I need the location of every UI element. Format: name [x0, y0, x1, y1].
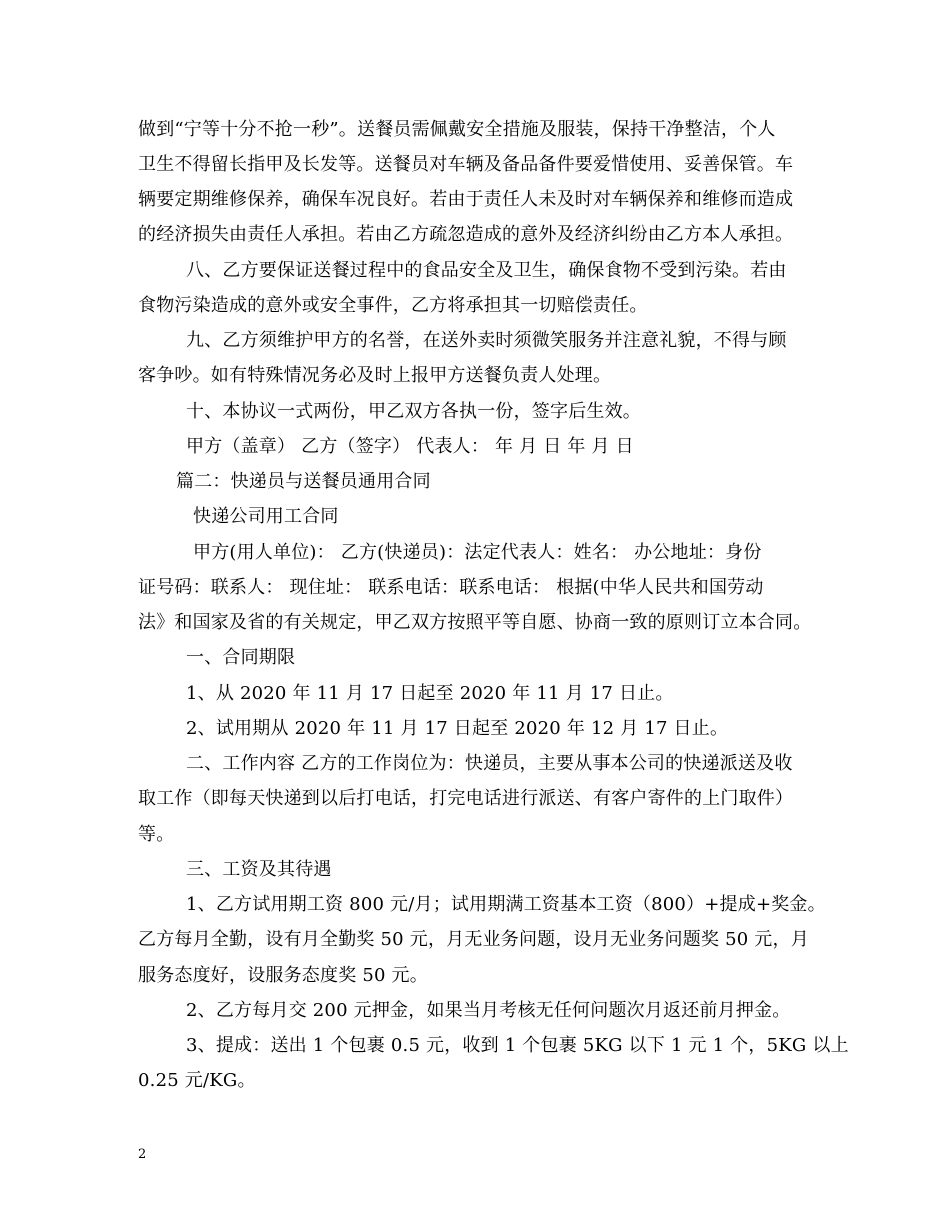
text-line: 2、试用期从 2020 年 11 月 17 日起至 2020 年 12 月 17 日止。: [186, 718, 729, 739]
text-line: 甲方（盖章） 乙方（签字） 代表人： 年 月 日 年 月 日: [186, 436, 634, 457]
section-heading: 篇二：快递员与送餐员通用合同: [176, 471, 431, 492]
text-line: 九、乙方须维护甲方的名誉，在送外卖时须微笑服务并注意礼貌，不得与顾: [186, 330, 787, 351]
clause-heading: 三、工资及其待遇: [186, 859, 332, 880]
clause-heading: 一、合同期限: [186, 647, 296, 668]
text-line: 取工作（即每天快递到以后打电话，打完电话进行派送、有客户寄件的上门取件）: [138, 788, 794, 809]
text-line: 服务态度好，设服务态度奖 50 元。: [138, 965, 428, 986]
text-line: 的经济损失由责任人承担。若由乙方疏忽造成的意外及经济纠纷由乙方本人承担。: [138, 224, 794, 245]
text-line: 十、本协议一式两份，甲乙双方各执一份，签字后生效。: [186, 401, 641, 422]
text-line: 等。: [138, 824, 175, 845]
text-line: 3、提成：送出 1 个包裹 0.5 元，收到 1 个包裹 5KG 以下 1 元 1 个，5KG 以上: [186, 1035, 849, 1056]
text-line: 辆要定期维修保养，确保车况良好。若由于责任人未及时对车辆保养和维修而造成: [138, 189, 794, 210]
text-line: 二、工作内容 乙方的工作岗位为：快递员，主要从事本公司的快递派送及收: [186, 753, 793, 774]
text-line: 法》和国家及省的有关规定，甲乙双方按照平等自愿、协商一致的原则订立本合同。: [138, 612, 812, 633]
text-line: 2、乙方每月交 200 元押金，如果当月考核无任何问题次月返还前月押金。: [186, 1000, 791, 1021]
text-line: 卫生不得留长指甲及长发等。送餐员对车辆及备品备件要爱惜使用、妥善保管。车: [138, 154, 794, 175]
contract-title: 快递公司用工合同: [193, 506, 339, 527]
text-line: 1、从 2020 年 11 月 17 日起至 2020 年 11 月 17 日止。: [186, 683, 674, 704]
text-line: 客争吵。如有特殊情况务必及时上报甲方送餐负责人处理。: [138, 365, 612, 386]
text-line: 0.25 元/KG。: [138, 1070, 256, 1091]
text-line: 八、乙方要保证送餐过程中的食品安全及卫生，确保食物不受到污染。若由: [186, 260, 787, 281]
page-number: 2: [138, 1147, 147, 1162]
text-line: 甲方(用人单位)： 乙方(快递员)：法定代表人：姓名： 办公地址：身份: [193, 542, 762, 563]
text-line: 食物污染造成的意外或安全事件，乙方将承担其一切赔偿责任。: [138, 295, 648, 316]
text-line: 做到“宁等十分不抢一秒”。送餐员需佩戴安全措施及服装，保持干净整洁，个人: [138, 119, 776, 140]
text-line: 乙方每月全勤，设有月全勤奖 50 元，月无业务问题，设月无业务问题奖 50 元，月: [138, 929, 809, 950]
text-line: 1、乙方试用期工资 800 元/月；试用期满工资基本工资（800）+提成+奖金。: [186, 894, 826, 915]
text-line: 证号码：联系人： 现住址： 联系电话：联系电话： 根据(中华人民共和国劳动: [138, 577, 764, 598]
